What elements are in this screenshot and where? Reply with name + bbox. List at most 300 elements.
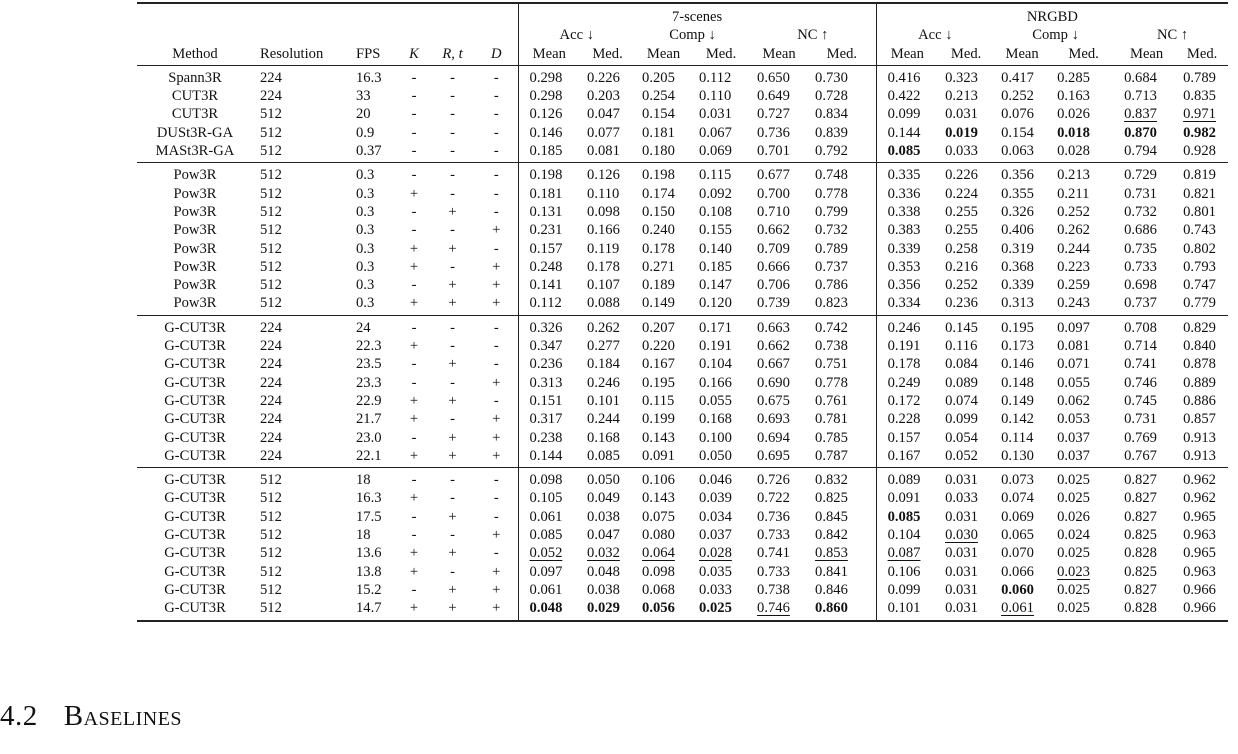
metric-cell bbox=[938, 544, 994, 562]
metric-cell bbox=[1050, 526, 1117, 544]
method-cell bbox=[137, 429, 253, 447]
cell-value: G-CUT3R bbox=[164, 338, 226, 355]
metric-cell bbox=[518, 526, 580, 544]
cell-value: 0.085 bbox=[529, 527, 563, 544]
cell-value: 0.334 bbox=[887, 295, 921, 312]
cell-value: 0.085 bbox=[587, 447, 620, 464]
cell-value: 0.110 bbox=[699, 88, 732, 105]
cell-value: 0.231 bbox=[529, 222, 563, 239]
table-row bbox=[137, 142, 1228, 163]
cell-value: 0.035 bbox=[699, 563, 732, 580]
config-cell bbox=[398, 185, 430, 203]
config-cell bbox=[475, 508, 518, 526]
cell-value: 0.223 bbox=[1057, 258, 1090, 275]
cell-value: MASt3R-GA bbox=[155, 143, 235, 160]
cell-value: 0.087 bbox=[887, 545, 921, 562]
metric-cell bbox=[938, 163, 994, 185]
metric-cell bbox=[692, 163, 750, 185]
cell-value: - bbox=[450, 563, 455, 580]
cell-value: 0.028 bbox=[1057, 143, 1090, 160]
cell-value: 0.067 bbox=[699, 124, 732, 141]
cell-value: - bbox=[411, 429, 417, 446]
cell-value: 0.3 bbox=[356, 240, 375, 257]
metric-cell bbox=[1117, 392, 1176, 410]
table-row bbox=[137, 526, 1228, 544]
cell-value: + bbox=[448, 447, 457, 464]
cell-value: 0.211 bbox=[1057, 185, 1090, 202]
cell-value: 0.238 bbox=[529, 429, 563, 446]
metric-cell bbox=[518, 163, 580, 185]
cell-value: 0.195 bbox=[1001, 319, 1034, 336]
cell-value: 0.889 bbox=[1183, 374, 1216, 391]
cell-value: 0.091 bbox=[887, 490, 921, 507]
metric-cell bbox=[1176, 185, 1228, 203]
metric-cell bbox=[808, 185, 876, 203]
cell-value: 0.056 bbox=[642, 600, 675, 617]
cell-value: - bbox=[450, 222, 455, 239]
cell-value: 0.060 bbox=[1001, 581, 1034, 598]
metric-cell bbox=[692, 203, 750, 221]
cell-value: + bbox=[448, 581, 457, 598]
cell-value: 0.104 bbox=[699, 356, 732, 373]
cell-value: 0.178 bbox=[587, 258, 620, 275]
metric-cell bbox=[876, 185, 938, 203]
cell-value: - bbox=[411, 508, 417, 525]
cell-value: 0.025 bbox=[699, 600, 732, 617]
config-cell bbox=[253, 142, 345, 163]
header-row-datasets bbox=[137, 3, 1228, 26]
table-row bbox=[137, 410, 1228, 428]
cell-value: 0.199 bbox=[642, 411, 675, 428]
metric-cell bbox=[808, 163, 876, 185]
cell-value: 0.031 bbox=[945, 508, 978, 525]
cell-value: 0.779 bbox=[1183, 295, 1216, 312]
config-cell bbox=[475, 105, 518, 123]
cell-value: 0.081 bbox=[1057, 338, 1090, 355]
cell-value: 0.154 bbox=[642, 106, 675, 123]
metric-cell bbox=[808, 410, 876, 428]
cell-value: 0.033 bbox=[945, 490, 978, 507]
cell-value: 0.174 bbox=[642, 185, 675, 202]
cell-value: 0.650 bbox=[757, 69, 790, 86]
metric-cell bbox=[1050, 599, 1117, 620]
metric-cell bbox=[1050, 447, 1117, 468]
cell-value: 0.254 bbox=[642, 88, 675, 105]
table-row bbox=[137, 355, 1228, 373]
method-cell bbox=[137, 355, 253, 373]
cell-value: 0.119 bbox=[587, 240, 620, 257]
metric-cell bbox=[808, 563, 876, 581]
cell-value: 0.662 bbox=[757, 222, 790, 239]
metric-cell bbox=[876, 240, 938, 258]
cell-value: Pow3R bbox=[173, 295, 217, 312]
table-row bbox=[137, 599, 1228, 620]
config-cell bbox=[398, 489, 430, 507]
config-cell bbox=[475, 87, 518, 105]
cell-value: + bbox=[409, 600, 419, 617]
cell-value: 0.085 bbox=[887, 143, 921, 160]
metric-cell bbox=[518, 374, 580, 392]
cell-value: 0.069 bbox=[699, 143, 732, 160]
metric-cell bbox=[1050, 355, 1117, 373]
config-cell bbox=[345, 87, 398, 105]
cell-value: 0.052 bbox=[945, 447, 978, 464]
metric-cell bbox=[1117, 240, 1176, 258]
metric-cell bbox=[518, 185, 580, 203]
cell-value: 0.050 bbox=[699, 447, 732, 464]
cell-value: - bbox=[450, 88, 455, 105]
cell-value: + bbox=[448, 277, 457, 294]
cell-value: 0.039 bbox=[699, 490, 732, 507]
table-row bbox=[137, 87, 1228, 105]
metric-cell bbox=[580, 315, 635, 337]
config-cell bbox=[345, 163, 398, 185]
metric-cell bbox=[1050, 315, 1117, 337]
cell-value: 0.837 bbox=[1124, 106, 1157, 123]
metric-cell bbox=[876, 124, 938, 142]
metric-cell bbox=[580, 526, 635, 544]
config-cell bbox=[398, 508, 430, 526]
cell-value: 13.6 bbox=[356, 545, 382, 562]
cell-value: 0.023 bbox=[1057, 563, 1090, 580]
cell-value: 0.143 bbox=[642, 429, 675, 446]
cell-value: 0.841 bbox=[815, 563, 848, 580]
column-header: Med. bbox=[808, 45, 876, 66]
cell-value: 0.131 bbox=[529, 203, 563, 220]
config-cell bbox=[430, 410, 475, 428]
metric-cell bbox=[1176, 355, 1228, 373]
cell-value: + bbox=[409, 447, 419, 464]
config-cell bbox=[430, 429, 475, 447]
metric-cell bbox=[1117, 410, 1176, 428]
cell-value: 224 bbox=[260, 69, 282, 86]
cell-value: 0.104 bbox=[887, 527, 921, 544]
column-header: Mean bbox=[635, 45, 692, 66]
metric-cell bbox=[750, 185, 808, 203]
metric-cell bbox=[692, 65, 750, 87]
metric-cell bbox=[692, 315, 750, 337]
cell-value: 0.220 bbox=[642, 338, 675, 355]
cell-value: 0.098 bbox=[642, 563, 675, 580]
cell-value: - bbox=[411, 106, 417, 123]
metric-cell bbox=[938, 374, 994, 392]
cell-value: 512 bbox=[260, 143, 282, 160]
metric-cell bbox=[938, 185, 994, 203]
cell-value: 0.963 bbox=[1183, 527, 1216, 544]
config-cell bbox=[475, 355, 518, 373]
cell-value: 0.081 bbox=[587, 143, 620, 160]
cell-value: 0.781 bbox=[815, 411, 848, 428]
cell-value: 0.789 bbox=[815, 240, 848, 257]
column-header: Mean bbox=[1117, 45, 1176, 66]
cell-value: G-CUT3R bbox=[164, 411, 226, 428]
cell-value: 0.965 bbox=[1183, 508, 1216, 525]
cell-value: 0.819 bbox=[1183, 167, 1216, 184]
config-cell bbox=[398, 315, 430, 337]
metric-cell bbox=[1050, 221, 1117, 239]
metric-cell bbox=[635, 124, 692, 142]
cell-value: 0.025 bbox=[1057, 581, 1090, 598]
config-cell bbox=[475, 544, 518, 562]
method-cell bbox=[137, 508, 253, 526]
cell-value: 224 bbox=[260, 338, 282, 355]
cell-value: 0.422 bbox=[887, 88, 921, 105]
cell-value: 0.298 bbox=[529, 69, 563, 86]
metric-cell bbox=[1176, 599, 1228, 620]
cell-value: 0.026 bbox=[1057, 106, 1090, 123]
table-row bbox=[137, 337, 1228, 355]
metric-cell bbox=[518, 563, 580, 581]
cell-value: - bbox=[411, 581, 417, 598]
cell-value: 0.323 bbox=[945, 69, 978, 86]
cell-value: 0.091 bbox=[642, 447, 675, 464]
cell-value: - bbox=[450, 338, 455, 355]
metric-cell bbox=[635, 221, 692, 239]
cell-value: 0.097 bbox=[1057, 319, 1090, 336]
metric-cell bbox=[580, 599, 635, 620]
cell-value: - bbox=[450, 185, 455, 202]
cell-value: 0.224 bbox=[945, 185, 978, 202]
config-cell bbox=[475, 468, 518, 490]
config-cell bbox=[398, 203, 430, 221]
config-cell bbox=[475, 315, 518, 337]
cell-value: 0.799 bbox=[815, 203, 848, 220]
metric-cell bbox=[635, 374, 692, 392]
cell-value: - bbox=[450, 411, 455, 428]
cell-value: 512 bbox=[260, 600, 282, 617]
cell-value: 0.049 bbox=[587, 490, 620, 507]
config-cell bbox=[345, 410, 398, 428]
metric-cell bbox=[692, 124, 750, 142]
metric-cell bbox=[808, 337, 876, 355]
config-cell bbox=[430, 489, 475, 507]
metric-cell bbox=[876, 374, 938, 392]
cell-value: 0.110 bbox=[587, 185, 620, 202]
cell-value: 0.226 bbox=[945, 167, 978, 184]
cell-value: 512 bbox=[260, 222, 282, 239]
metric-cell bbox=[692, 221, 750, 239]
cell-value: 0.748 bbox=[815, 167, 848, 184]
cell-value: - bbox=[450, 374, 455, 391]
metric-cell bbox=[518, 337, 580, 355]
cell-value: - bbox=[493, 545, 499, 562]
metric-cell bbox=[518, 203, 580, 221]
cell-value: 0.085 bbox=[887, 508, 921, 525]
cell-value: 0.097 bbox=[529, 563, 563, 580]
metric-cell bbox=[1176, 392, 1228, 410]
cell-value: - bbox=[493, 490, 499, 507]
metric-cell bbox=[994, 163, 1050, 185]
metric-cell bbox=[808, 355, 876, 373]
cell-value: 0.821 bbox=[1183, 185, 1216, 202]
cell-value: 0.3 bbox=[356, 295, 375, 312]
cell-value: 224 bbox=[260, 374, 282, 391]
config-cell bbox=[430, 87, 475, 105]
cell-value: 0.787 bbox=[815, 447, 848, 464]
metric-cell bbox=[876, 294, 938, 315]
config-cell bbox=[398, 276, 430, 294]
metric-cell bbox=[938, 65, 994, 87]
cell-value: 0.048 bbox=[587, 563, 620, 580]
cell-value: 0.690 bbox=[757, 374, 790, 391]
config-cell bbox=[345, 105, 398, 123]
metric-cell bbox=[994, 526, 1050, 544]
cell-value: 0.146 bbox=[1001, 356, 1034, 373]
config-cell bbox=[398, 468, 430, 490]
metric-cell bbox=[750, 392, 808, 410]
metric-cell bbox=[750, 203, 808, 221]
metric-cell bbox=[808, 105, 876, 123]
cell-value: - bbox=[493, 240, 499, 257]
metric-cell bbox=[938, 221, 994, 239]
metric-cell bbox=[994, 185, 1050, 203]
config-cell bbox=[475, 599, 518, 620]
method-cell bbox=[137, 276, 253, 294]
cell-value: 0.108 bbox=[699, 203, 732, 220]
cell-value: 0.747 bbox=[1183, 277, 1216, 294]
metric-cell bbox=[580, 185, 635, 203]
config-cell bbox=[398, 447, 430, 468]
metric-cell bbox=[692, 337, 750, 355]
metric-cell bbox=[808, 276, 876, 294]
cell-value: - bbox=[493, 338, 499, 355]
table-row bbox=[137, 221, 1228, 239]
config-cell bbox=[475, 294, 518, 315]
metric-cell bbox=[750, 276, 808, 294]
metric-cell bbox=[518, 276, 580, 294]
metric-cell bbox=[635, 203, 692, 221]
config-cell bbox=[430, 447, 475, 468]
metric-cell bbox=[635, 65, 692, 87]
cell-value: 0.205 bbox=[642, 69, 675, 86]
config-cell bbox=[345, 599, 398, 620]
config-cell bbox=[475, 221, 518, 239]
cell-value: 0.802 bbox=[1183, 240, 1216, 257]
cell-value: 0.100 bbox=[699, 429, 732, 446]
metric-cell bbox=[1176, 429, 1228, 447]
cell-value: G-CUT3R bbox=[164, 374, 226, 391]
cell-value: + bbox=[448, 392, 457, 409]
metric-cell bbox=[692, 489, 750, 507]
config-cell bbox=[430, 355, 475, 373]
metric-cell bbox=[750, 65, 808, 87]
table-row bbox=[137, 374, 1228, 392]
cell-value: 0.319 bbox=[1001, 240, 1034, 257]
metric-cell bbox=[1176, 163, 1228, 185]
metric-cell bbox=[1176, 294, 1228, 315]
cell-value: 0.037 bbox=[1057, 429, 1090, 446]
cell-value: G-CUT3R bbox=[164, 527, 226, 544]
metric-cell bbox=[635, 410, 692, 428]
metric-cell bbox=[1050, 294, 1117, 315]
metric-cell bbox=[518, 142, 580, 163]
cell-value: 0.694 bbox=[757, 429, 790, 446]
cell-value: - bbox=[493, 203, 499, 220]
metric-header: NC ↑ bbox=[1157, 27, 1189, 44]
metric-cell bbox=[994, 221, 1050, 239]
cell-value: - bbox=[411, 319, 417, 336]
cell-value: 0.171 bbox=[699, 319, 732, 336]
metric-cell bbox=[580, 163, 635, 185]
cell-value: 0.226 bbox=[587, 69, 620, 86]
config-cell bbox=[345, 468, 398, 490]
cell-value: 0.794 bbox=[1124, 143, 1157, 160]
metric-cell bbox=[692, 410, 750, 428]
cell-value: - bbox=[493, 69, 499, 86]
cell-value: + bbox=[492, 581, 501, 598]
metric-cell bbox=[750, 142, 808, 163]
cell-value: 0.684 bbox=[1124, 69, 1157, 86]
metric-cell bbox=[635, 258, 692, 276]
cell-value: 0.066 bbox=[1001, 563, 1034, 580]
metric-cell bbox=[1050, 163, 1117, 185]
cell-value: 0.845 bbox=[815, 508, 848, 525]
metric-cell bbox=[518, 581, 580, 599]
cell-value: CUT3R bbox=[171, 88, 219, 105]
config-cell bbox=[253, 337, 345, 355]
metric-cell bbox=[518, 489, 580, 507]
cell-value: 0.073 bbox=[1001, 472, 1034, 489]
metric-cell bbox=[692, 185, 750, 203]
cell-value: 0.084 bbox=[945, 356, 978, 373]
config-cell bbox=[398, 124, 430, 142]
config-cell bbox=[430, 581, 475, 599]
metric-cell bbox=[808, 508, 876, 526]
cell-value: 0.733 bbox=[757, 527, 790, 544]
metric-cell bbox=[994, 599, 1050, 620]
metric-cell bbox=[1176, 221, 1228, 239]
cell-value: 0.203 bbox=[587, 88, 620, 105]
metric-cell bbox=[635, 105, 692, 123]
metric-cell bbox=[808, 87, 876, 105]
cell-value: 0.962 bbox=[1183, 472, 1216, 489]
config-cell bbox=[475, 65, 518, 87]
config-cell bbox=[475, 563, 518, 581]
cell-value: 0.033 bbox=[945, 143, 978, 160]
metric-cell bbox=[518, 105, 580, 123]
cell-value: 0.101 bbox=[587, 392, 620, 409]
cell-value: + bbox=[492, 600, 501, 617]
cell-value: + bbox=[448, 240, 457, 257]
cell-value: 512 bbox=[260, 277, 282, 294]
config-cell bbox=[253, 581, 345, 599]
cell-value: + bbox=[409, 392, 419, 409]
cell-value: 0.147 bbox=[699, 277, 732, 294]
config-cell bbox=[253, 447, 345, 468]
metric-cell bbox=[938, 489, 994, 507]
cell-value: 0.130 bbox=[1001, 447, 1034, 464]
metric-cell bbox=[938, 258, 994, 276]
table-row bbox=[137, 563, 1228, 581]
cell-value: 0.739 bbox=[757, 295, 790, 312]
cell-value: 0.356 bbox=[1001, 167, 1034, 184]
config-cell bbox=[398, 410, 430, 428]
config-cell bbox=[253, 87, 345, 105]
cell-value: G-CUT3R bbox=[164, 563, 226, 580]
metric-cell bbox=[876, 526, 938, 544]
cell-value: - bbox=[411, 472, 417, 489]
cell-value: 0.033 bbox=[699, 581, 732, 598]
method-cell bbox=[137, 526, 253, 544]
cell-value: 0.173 bbox=[1001, 338, 1034, 355]
config-cell bbox=[345, 258, 398, 276]
metric-cell bbox=[580, 105, 635, 123]
cell-value: 0.829 bbox=[1183, 319, 1216, 336]
cell-value: 0.031 bbox=[945, 106, 978, 123]
cell-value: 0.708 bbox=[1124, 319, 1157, 336]
metric-cell bbox=[1176, 105, 1228, 123]
cell-value: 20 bbox=[356, 106, 371, 123]
